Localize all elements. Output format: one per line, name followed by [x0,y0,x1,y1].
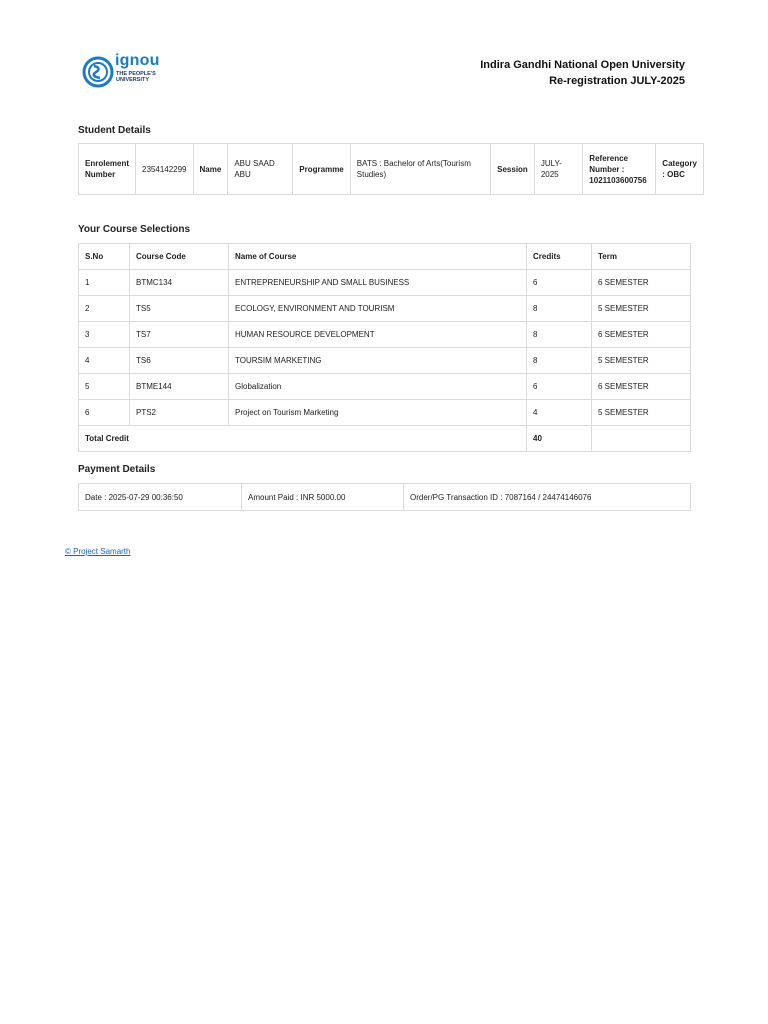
category-value: : OBC [662,170,685,179]
row-credits: 8 [527,348,592,374]
total-credit-label: Total Credit [79,426,527,452]
row-name: HUMAN RESOURCE DEVELOPMENT [229,322,527,348]
row-code: BTME144 [130,374,229,400]
table-row [79,374,691,400]
row-code: TS5 [130,296,229,322]
logo-tagline: THE PEOPLE'S UNIVERSITY [116,71,156,83]
student-details-table [78,143,704,195]
table-row [79,322,691,348]
table-row [79,270,691,296]
table-row [79,348,691,374]
ignou-emblem-icon [82,56,114,88]
row-name: Globalization [229,374,527,400]
document-header [480,57,685,89]
project-samarth-link[interactable]: © Project Samarth [65,547,131,556]
payment-date: Date : 2025-07-29 00:36:50 [79,484,242,511]
session-label: Session [491,144,535,195]
payment-amount: Amount Paid : INR 5000.00 [242,484,404,511]
row-sno: 6 [79,400,130,426]
row-credits: 8 [527,296,592,322]
total-credit-value: 40 [527,426,592,452]
row-term: 6 SEMESTER [592,374,691,400]
row-credits: 8 [527,322,592,348]
university-name: Indira Gandhi National Open University [480,59,685,71]
table-header-row [79,244,691,270]
payment-details-title: Payment Details [78,464,156,475]
row-sno: 3 [79,322,130,348]
category-cell [656,144,704,195]
table-row [79,484,691,511]
category-label: Category [662,159,697,168]
enrolment-value: 2354142299 [136,144,194,195]
row-credits: 6 [527,374,592,400]
payment-details-table [78,483,691,511]
row-code: TS6 [130,348,229,374]
name-label: Name [193,144,228,195]
row-term: 5 SEMESTER [592,400,691,426]
course-selections-table [78,243,691,452]
name-value: ABU SAAD ABU [228,144,293,195]
payment-transaction-id: Order/PG Transaction ID : 7087164 / 24474146076 [404,484,691,511]
row-name: ENTREPRENEURSHIP AND SMALL BUSINESS [229,270,527,296]
student-details-title: Student Details [78,125,151,136]
registration-title: Re-registration JULY-2025 [549,75,685,87]
ignou-logo [82,52,172,89]
reference-label: Reference Number : [589,153,628,174]
reference-value: 1021103600756 [589,175,647,185]
row-term: 6 SEMESTER [592,322,691,348]
row-sno: 5 [79,374,130,400]
header-credits: Credits [527,244,592,270]
reference-cell [583,144,656,195]
row-term: 5 SEMESTER [592,348,691,374]
header-course-name: Name of Course [229,244,527,270]
row-sno: 2 [79,296,130,322]
student-details-table-wrap [78,143,704,195]
row-code: PTS2 [130,400,229,426]
table-row [79,400,691,426]
total-empty-cell [592,426,691,452]
programme-label: Programme [293,144,350,195]
course-selections-title: Your Course Selections [78,224,191,235]
row-code: TS7 [130,322,229,348]
row-name: Project on Tourism Marketing [229,400,527,426]
row-sno: 1 [79,270,130,296]
total-row [79,426,691,452]
logo-wordmark: ignou [115,52,160,69]
row-credits: 4 [527,400,592,426]
table-row [79,144,704,195]
row-name: ECOLOGY, ENVIRONMENT AND TOURISM [229,296,527,322]
row-sno: 4 [79,348,130,374]
row-name: TOURSIM MARKETING [229,348,527,374]
row-term: 5 SEMESTER [592,296,691,322]
enrolment-label: Enrolement Number [79,144,136,195]
header-course-code: Course Code [130,244,229,270]
programme-value: BATS : Bachelor of Arts(Tourism Studies) [350,144,490,195]
header-term: Term [592,244,691,270]
table-row [79,296,691,322]
row-code: BTMC134 [130,270,229,296]
header-sno: S.No [79,244,130,270]
session-value: JULY-2025 [534,144,582,195]
row-term: 6 SEMESTER [592,270,691,296]
row-credits: 6 [527,270,592,296]
